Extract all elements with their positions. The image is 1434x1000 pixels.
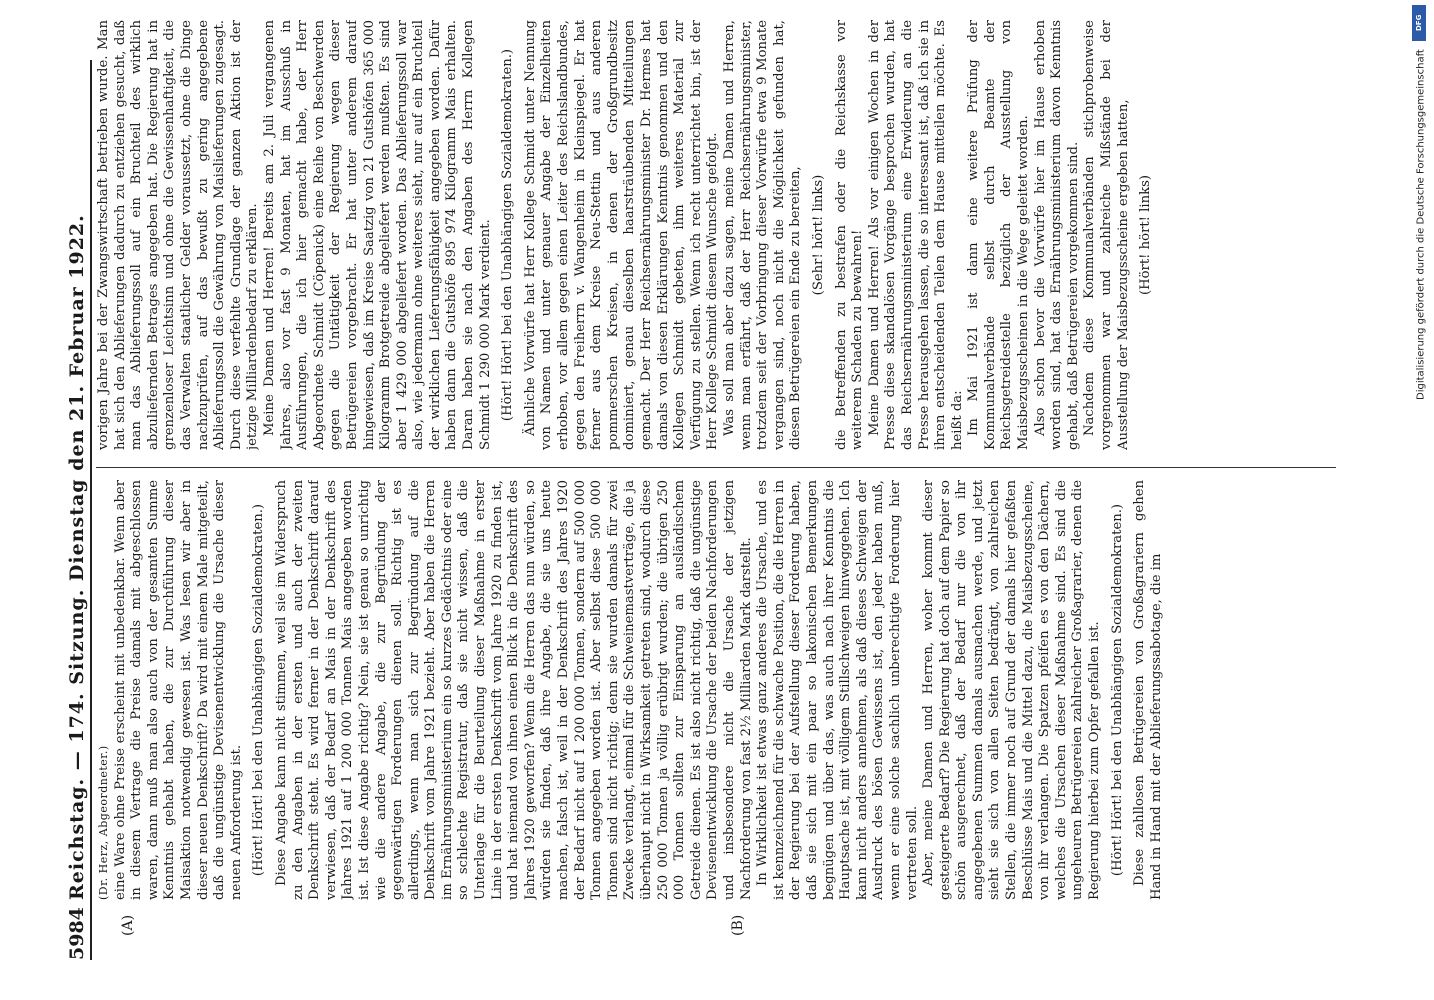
column-rule bbox=[96, 467, 1336, 468]
paragraph: Meine Damen und Herren! Bereits am 2. Juli vergangenen Jahres, also vor fast 9 Monaten, hat im Ausschuß in Ausführungen, die ich hier gemacht habe, der Herr Abgeordnete Schmidt (Cöpenick) eine Reihe von Beschwerden gegen die Untätigkeit der Regierung wegen dieser Betrügereien vorgebracht. Er hat unter anderem darauf hingewiesen, daß im Kreise Saatzig von 21 Gutshöfen 365 000 Kilogramm Brotgetreide abgeliefert werden mußten. Es sind aber 1 429 000 abgeliefert worden. Das Ablieferungssoll war also, wie jedermann ohne weiteres sieht, nur auf ein Bruchteil der wirklichen Lieferungsfähigkeit angegeben worden. Dafür haben dann die Gutshöfe 895 974 Kilogramm Mais erhalten. Daran haben sie nach den Angaben des Herrn Kollegen Schmidt 1 290 000 Mark verdient. bbox=[261, 20, 493, 450]
paragraph: die Betreffenden zu bestrafen oder die Reichskasse vor weiterem Schaden zu bewahren! bbox=[833, 20, 866, 450]
paragraph: In Wirklichkeit ist etwas ganz anderes die Ursache, und es ist kennzeichnend für die schwache Position, die die Herren in der Regierung bei der Aufstellung dieser Forderung haben, daß sie sich mit ein paar so lakonischen Bemerkungen begnügen und über das, was auch nach ihrer Kenntnis die Hauptsache ist, mit völligem Stillschweigen hinweggehen. Ich kann nicht anders annehmen, als daß dieses Schweigen der Ausdruck des bösen Gewissens ist, den jeder haben muß, wenn er eine solche sachlich unberechtigte Forderung hier vertreten soll. bbox=[755, 480, 920, 900]
paragraph: Meine Damen und Herren! Als vor einigen Wochen in der Presse diese skandalösen Vorgänge besprochen wurden, hat das Reichsernährungsministerium eine Erwiderung an die Presse herausgehen lassen, die so interessant ist, daß ich sie in ihren entscheidenden Teilen dem Hause mitteilen möchte. Es heißt da: bbox=[866, 20, 965, 450]
paragraph: Aber, meine Damen und Herren, woher kommt dieser gesteigerte Bedarf? Die Regierung hat doch auf dem Papier so schön ausgerechnet, daß der Bedarf nur die von ihr angegebenen Summen damals ausmachen werde, und jetzt sieht sie sich von allen Seiten bedrängt, von zahlreichen Stellen, die immer noch auf Grund der damals hier gefaßten Beschlüsse Mais und die Mittel dazu, die Maisbezugsscheine, von ihr verlangen. Die Spatzen pfeifen es von den Dächern, welches die Ursachen dieser Maßnahme sind. Es sind die ungeheuren Betrügereien zahlreicher Großagrarier, denen die Regierung hierbei zum Opfer gefallen ist. bbox=[921, 480, 1103, 900]
interjection: (Sehr! hört! links) bbox=[810, 174, 826, 296]
paragraph: vorigen Jahre bei der Zwangswirtschaft betrieben wurde. Man hat sich den Ablieferungen dadurch zu entziehen gesucht, daß man das Ablieferungssoll auf ein Bruchteil des wirklich abzuliefernden Betrages angegeben hat. Die Regierung hat in grenzenloser Leichtsinn und ohne die Gewissenhaftigkeit, die das Verwalten staatlicher Gelder voraussetzt, ohne die Dinge nachzuprüfen, auf das bewußt zu gering angegebene Ablieferungssoll die Gewährung von Maislieferungen zugesagt. Durch diese verfehlte Grundlage der ganzen Aktion ist der jetzige Milliardenbedarf zu erklären. bbox=[96, 20, 261, 450]
page-title: Reichstag. — 174. Sitzung. Dienstag den 21. Februar 1922. bbox=[66, 214, 88, 900]
paragraph: Diese Angabe kann nicht stimmen, weil sie im Widerspruch zu den Angaben in der ersten und auch der zweiten Denkschrift steht. Es wird ferner in der Denkschrift darauf verwiesen, daß der Bedarf an Mais in der Denkschrift des Jahres 1921 auf 1 200 000 Tonnen Mais angegeben worden ist. Ist diese Angabe richtig? Nein, sie ist genau so unrichtig wie die andere Angabe, die zur Begründung der gegenwärtigen Forderungen dienen soll. Richtig ist es allerdings, wenn man sich zur Begründung auf die Denkschrift vom Jahre 1921 bezieht. Aber haben die Herren im Ernährungsministerium ein so kurzes Gedächtnis oder eine so schlechte Registratur, daß sie nicht wissen, daß die Unterlage für die Beurteilung dieser Maßnahme in erster Linie in der ersten Denkschrift vom Jahre 1920 zu finden ist, und hat niemand von ihnen einen Blick in die Denkschrift des Jahres 1920 geworfen? Wenn die Herren das nun würden, so würden sie finden, daß ihre Angabe, die sie uns heute machen, falsch ist, weil in der Denkschrift des Jahres 1920 der Bedarf nicht auf 1 200 000 Tonnen, sondern auf 500 000 Tonnen angegeben worden ist. Aber selbst diese 500 000 Tonnen sind nicht richtig; denn sie wurden damals für zwei Zwecke verlangt, einmal für die Schweinemastverträge, die ja überhaupt nicht in Wirksamkeit getreten sind, wodurch diese 250 000 Tonnen ja völlig erübrigt wurden; die übrigen 250 000 Tonnen sollten zur Einsparung an ausländischem Getreide dienen. Es ist also nicht richtig, daß die ungünstige Devisenentwicklung die Ursache der beiden Nachforderungen und insbesondere nicht die Ursache der jetzigen Nachforderung von fast 2½ Milliarden Mark darstellt. bbox=[273, 480, 754, 900]
paragraph: Ähnliche Vorwürfe hat Herr Kollege Schmidt unter Nennung von Namen und unter genauer Angabe der Einzelheiten erhoben, vor allem gegen einen Leiter des Reichslandbundes, gegen den Freiherrn v. Wangenheim in Kleinspiegel. Er hat ferner aus dem Kreise Neu-Stettin und aus anderen pommerschen Kreisen, in denen der Großgrundbesitz dominiert, genau dieselben haarsträubenden Mitteilungen gemacht. Der Herr Reichsernährungsminister Dr. Hermes hat damals von diesen Erklärungen Kenntnis genommen und den Kollegen Schmidt gebeten, ihm weiteres Material zur Verfügung zu stellen. Wenn ich recht unterrichtet bin, ist der Herr Kollege Schmidt diesem Wunsche gefolgt. bbox=[522, 20, 721, 450]
speaker-label: (Dr. Herz, Abgeordneter.) bbox=[97, 745, 110, 900]
header-rule bbox=[90, 60, 92, 960]
digitization-credit: Digitalisierung gefördert durch die Deutsche Forschungsgemeinschaft bbox=[1415, 49, 1427, 400]
paragraph: Diese zahllosen Betrügereien von Großagrariern gehen Hand in Hand mit der Ablieferungssabotage, die im bbox=[1132, 480, 1164, 900]
side-strip bbox=[1408, 5, 1434, 995]
interjection: (Hört! Hört! bei den Unabhängigen Sozialdemokraten.) bbox=[251, 503, 267, 877]
left-column bbox=[96, 480, 1336, 900]
interjection: (Hört! hört! links) bbox=[1138, 174, 1154, 296]
quoted-paragraph: Nachdem diese Kommunalverbänden stichprobenweise vorgenommen war und zahlreiche Mißstände bei der Ausstellung der Maisbezugsscheine ergeben hatten, bbox=[1082, 20, 1131, 450]
paragraph: Also schon bevor die Vorwürfe hier im Hause erhoben worden sind, hat das Ernährungsministerium davon Kenntnis gehabt, daß Betrügereien vorgekommen sind. bbox=[1032, 20, 1081, 450]
paragraph: eine Ware ohne Preise erscheint mit unbedenkbar. Wenn aber in diesem Vertrage die Preise damals mit abgeschlossen waren, dann muß man also auch von der gesamten Summe Kenntnis gehabt haben, die zur Durchführung dieser Maisaktion notwendig gewesen ist. Was lesen wir aber in dieser neuen Denkschrift? Da wird mit einem Male mitgeteilt, daß die ungünstige Devisenentwicklung die Ursache dieser neuen Anforderung ist. bbox=[112, 480, 244, 900]
right-column bbox=[96, 20, 1336, 450]
margin-mark-b: (B) bbox=[730, 914, 746, 936]
quoted-paragraph: Im Mai 1921 ist dann eine weitere Prüfung der Kommunalverbände selbst durch Beamte der Reichsgetreidestelle bezüglich der Ausstellung von Maisbezugsscheinen in die Wege geleitet worden. bbox=[966, 20, 1032, 450]
margin-mark-a: (A) bbox=[120, 914, 136, 936]
paragraph: Was soll man aber dazu sagen, meine Damen und Herren, wenn man erfährt, daß der Herr Reichsernährungsminister, trotzdem seit der Vorbringung dieser Vorwürfe etwa 9 Monate vergangen sind, noch nicht die Möglichkeit gefunden hat, diesen Betrügereien ein Ende zu bereiten, bbox=[721, 20, 804, 450]
page-header bbox=[62, 60, 90, 960]
interjection: (Hört! Hört! bei den Unabhängigen Sozialdemokraten.) bbox=[500, 48, 516, 422]
page-number: 5984 bbox=[66, 907, 88, 960]
dfg-logo: DFG bbox=[1412, 5, 1426, 41]
interjection: (Hört! Hört! bei den Unabhängigen Sozialdemokraten.) bbox=[1109, 503, 1125, 877]
